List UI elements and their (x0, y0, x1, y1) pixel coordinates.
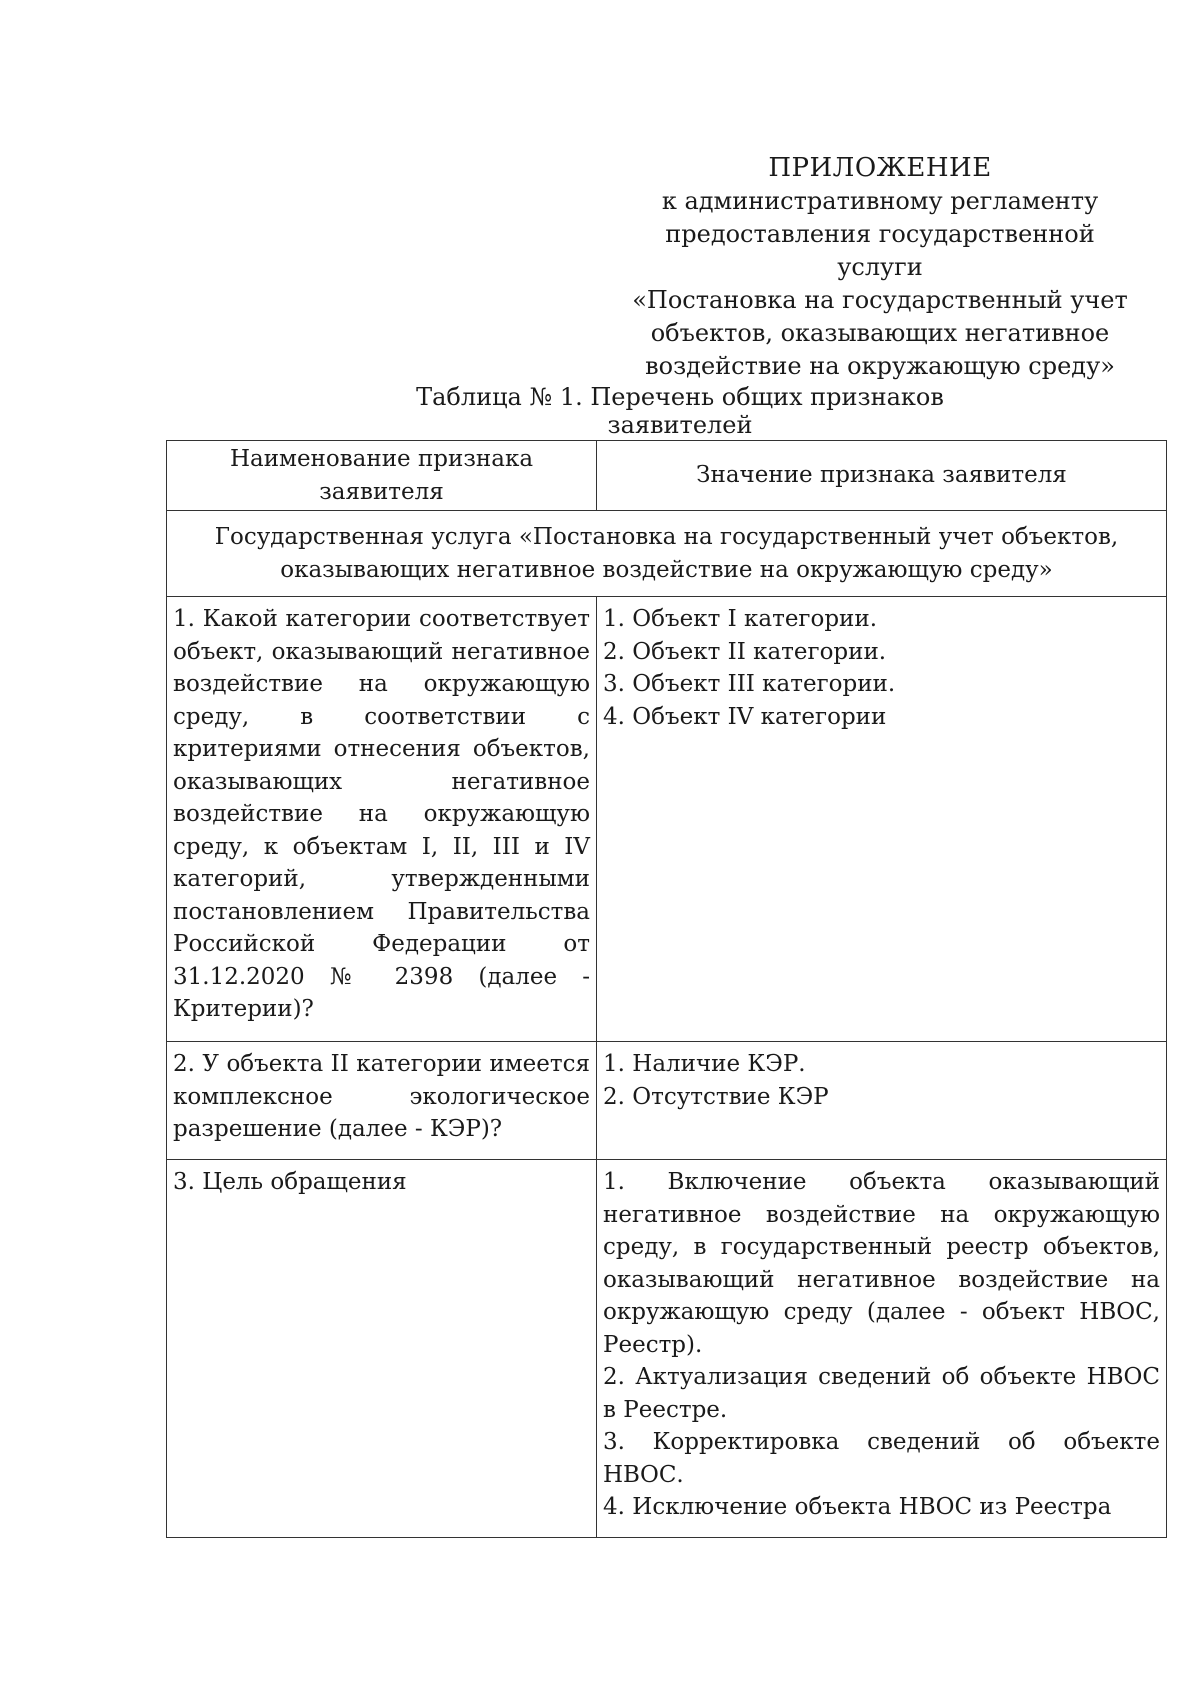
header-feature-value: Значение признака заявителя (597, 441, 1167, 511)
value-item: 2. Отсутствие КЭР (603, 1083, 829, 1110)
appendix-line: воздействие на окружающую среду» (645, 352, 1115, 380)
service-line: оказывающих негативное воздействие на окружающую среду» (280, 556, 1053, 583)
value-item: 3. Корректировка сведений об объекте НВОС. (603, 1429, 1160, 1488)
table-row (167, 597, 1167, 1042)
appendix-line: объектов, оказывающих негативное (650, 319, 1110, 347)
value-item: 2. Актуализация сведений об объекте НВОС в Реестре. (603, 1364, 1160, 1423)
appendix-line: к административному регламенту (661, 187, 1099, 215)
appendix-line: «Постановка на государственный учет (632, 286, 1128, 314)
table-header-row (167, 441, 1167, 511)
values-cell (597, 1042, 1167, 1160)
table-row (167, 1160, 1167, 1538)
value-item: 1. Включение объекта оказывающий негативное воздействие на окружающую среду, в государственный реестр объектов, оказывающий негативное воздействие на окружающую среду (далее - объект НВОС, Реестр). (603, 1169, 1160, 1358)
values-cell (597, 597, 1167, 1042)
table-row (167, 1042, 1167, 1160)
question-cell: 1. Какой категории соответствует объект, оказывающий негативное воздействие на окружающую среду, в соответствии с критериями отнесения объектов, оказывающих негативное воздействие на окружающую среду, к объектам I, II, III и IV категорий, утвержденными постановлением Правительства Российской Федерации от 31.12.2020 № 2398 (далее - Критерии)? (167, 597, 597, 1042)
value-item: 3. Объект III категории. (603, 671, 896, 697)
question-cell: 2. У объекта II категории имеется комплексное экологическое разрешение (далее - КЭР)? (167, 1042, 597, 1160)
service-cell (167, 511, 1167, 597)
service-row (167, 511, 1167, 597)
appendix-header (630, 152, 1130, 383)
appendix-line: предоставления государственной услуги (665, 220, 1095, 281)
service-line: Государственная услуга «Постановка на государственный учет объектов, (214, 524, 1119, 550)
value-item: 1. Объект I категории. (603, 606, 878, 632)
question-cell: 3. Цель обращения (167, 1160, 597, 1538)
header-feature-name: Наименование признака заявителя (167, 441, 597, 511)
value-item: 4. Объект IV категории (603, 703, 887, 730)
values-cell (597, 1160, 1167, 1538)
table-title: Таблица № 1. Перечень общих признаков заявителей (416, 383, 944, 439)
value-item: 4. Исключение объекта НВОС из Реестра (603, 1494, 1112, 1520)
value-item: 2. Объект II категории. (603, 638, 887, 665)
applicant-features-table (166, 440, 1167, 1538)
appendix-heading: ПРИЛОЖЕНИЕ (768, 153, 992, 183)
value-item: 1. Наличие КЭР. (603, 1051, 806, 1077)
